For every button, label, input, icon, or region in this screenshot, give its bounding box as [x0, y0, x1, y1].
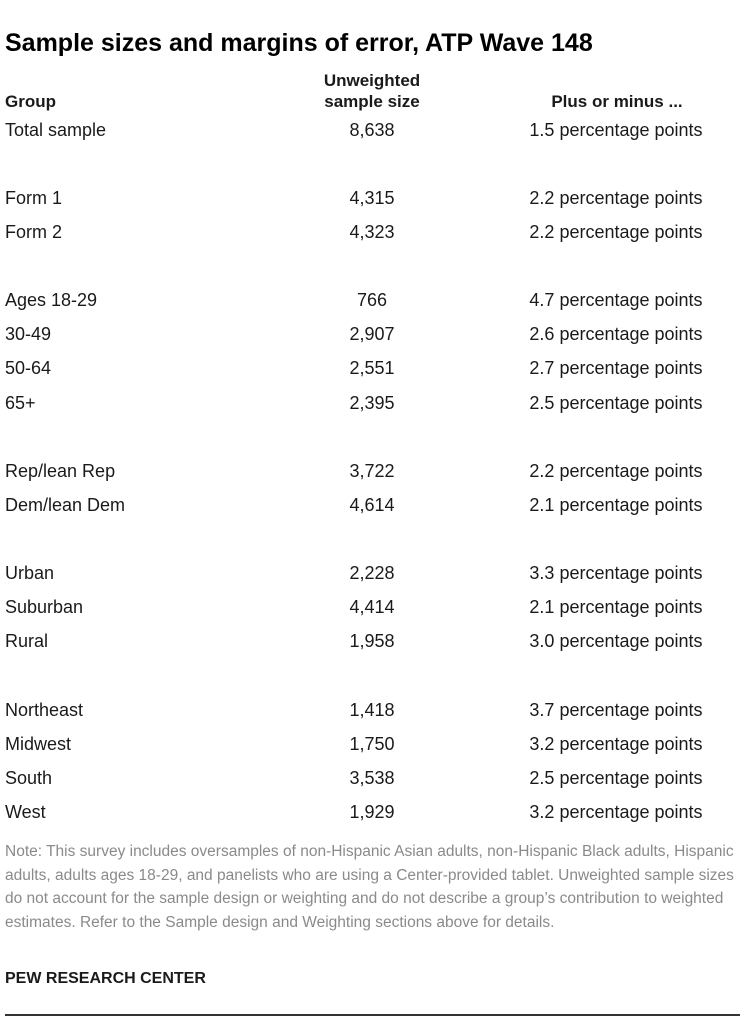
table-row: [0, 456, 749, 486]
table-row: [0, 763, 749, 793]
margin-cell: 3.2 percentage points: [529, 734, 703, 754]
sample-size-cell: 4,315: [349, 188, 395, 208]
sample-size-cell: 1,750: [349, 734, 395, 754]
sample-size-cell: 3,722: [349, 461, 395, 481]
table-row: [0, 319, 749, 349]
group-cell: South: [5, 768, 53, 788]
margin-cell: 1.5 percentage points: [529, 120, 703, 140]
group-cell: 65+: [5, 393, 36, 413]
group-cell: Ages 18-29: [5, 290, 98, 310]
sample-size-cell: 4,323: [349, 222, 395, 242]
margin-cell: 2.2 percentage points: [529, 461, 703, 481]
table-row: [0, 217, 749, 247]
sample-size-cell: 3,538: [349, 768, 395, 788]
source-credit: PEW RESEARCH CENTER: [5, 970, 206, 987]
column-header-group: Group: [5, 92, 56, 111]
group-cell: Suburban: [5, 597, 84, 617]
margin-cell: 3.3 percentage points: [529, 563, 703, 583]
table-row: [0, 183, 749, 213]
table-row: [0, 695, 749, 725]
table-row: [0, 388, 749, 418]
sample-size-cell: 1,418: [349, 700, 395, 720]
group-cell: Northeast: [5, 700, 84, 720]
table-row: [0, 626, 749, 656]
sample-size-cell: 4,614: [349, 495, 395, 515]
margin-cell: 2.2 percentage points: [529, 188, 703, 208]
group-cell: Rural: [5, 631, 49, 651]
margin-cell: 4.7 percentage points: [529, 290, 703, 310]
margin-cell: 2.7 percentage points: [529, 358, 703, 378]
margin-cell: 2.2 percentage points: [529, 222, 703, 242]
group-cell: 30-49: [5, 324, 52, 344]
bottom-divider: [5, 1014, 740, 1016]
table-row: [0, 558, 749, 588]
page-title: Sample sizes and margins of error, ATP Wave 148: [5, 29, 593, 57]
table-row: [0, 592, 749, 622]
group-cell: Form 2: [5, 222, 63, 242]
margin-cell: 2.1 percentage points: [529, 495, 703, 515]
table-row: [0, 797, 749, 827]
margin-cell: 2.1 percentage points: [529, 597, 703, 617]
table-row: [0, 353, 749, 383]
margin-cell: 2.5 percentage points: [529, 393, 703, 413]
column-header-margin-of-error: Plus or minus ...: [551, 92, 683, 111]
sample-size-cell: 2,907: [349, 324, 395, 344]
group-cell: Midwest: [5, 734, 72, 754]
group-cell: West: [5, 802, 46, 822]
sample-size-cell: 1,958: [349, 631, 395, 651]
sample-size-cell: 4,414: [349, 597, 395, 617]
group-cell: Rep/lean Rep: [5, 461, 116, 481]
sample-size-cell: 766: [356, 290, 388, 310]
group-cell: Urban: [5, 563, 55, 583]
table-row: [0, 115, 749, 145]
margin-cell: 3.2 percentage points: [529, 802, 703, 822]
column-header-sample-size-line1: Unweighted: [323, 71, 421, 90]
margin-cell: 2.5 percentage points: [529, 768, 703, 788]
sample-size-cell: 2,551: [349, 358, 395, 378]
sample-size-cell: 1,929: [349, 802, 395, 822]
column-header-sample-size: [272, 70, 472, 112]
group-cell: Form 1: [5, 188, 63, 208]
group-cell: Dem/lean Dem: [5, 495, 126, 515]
table-row: [0, 490, 749, 520]
table-row: [0, 729, 749, 759]
margin-cell: 3.7 percentage points: [529, 700, 703, 720]
group-cell: Total sample: [5, 120, 107, 140]
sample-size-cell: 2,228: [349, 563, 395, 583]
margin-cell: 3.0 percentage points: [529, 631, 703, 651]
sample-size-cell: 8,638: [349, 120, 395, 140]
sample-size-cell: 2,395: [349, 393, 395, 413]
margin-cell: 2.6 percentage points: [529, 324, 703, 344]
group-cell: 50-64: [5, 358, 52, 378]
footnote: Note: This survey includes oversamples of non-Hispanic Asian adults, non-Hispanic Black adults, Hispanic adults, adults ages 18-29, and panelists who are using a Center-provided tablet. Unweighted sample sizes do not account for the sample design or weighting and do not describe a group’s contribution to weighted estimates. Refer to the Sample design and Weighting sections above for details.: [5, 843, 734, 931]
table-row: [0, 285, 749, 315]
column-header-sample-size-line2: sample size: [324, 92, 420, 111]
